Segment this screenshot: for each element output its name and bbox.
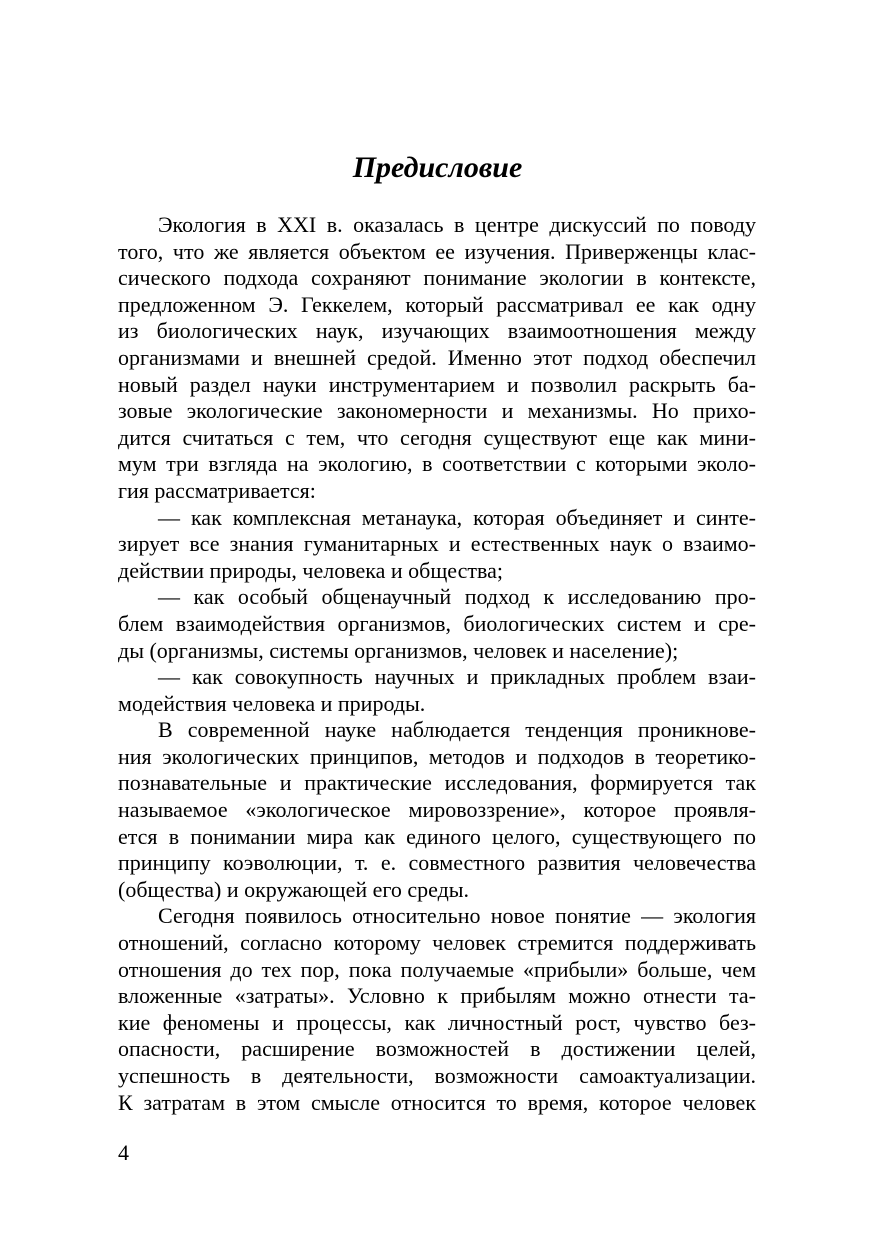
text-line: из биологических наук, изучающих взаимоотношения между <box>118 318 756 344</box>
text-line: вложенные «затраты». Условно к прибылям можно отнести та- <box>118 983 756 1009</box>
text-line: принципу коэволюции, т. е. совместного развития человечества <box>118 850 756 876</box>
page-number: 4 <box>118 1140 129 1165</box>
text-line: зирует все знания гуманитарных и естественных наук о взаимо- <box>118 531 756 557</box>
text-line: блем взаимодействия организмов, биологических систем и сре- <box>118 610 756 636</box>
text-line: дится считаться с тем, что сегодня существуют еще как мини- <box>118 424 756 450</box>
text-line: ния экологических принципов, методов и подходов в теоретико- <box>118 743 756 769</box>
list-item-line: — как комплексная метанаука, которая объединяет и синте- <box>158 504 756 530</box>
text-line: организмами и внешней средой. Именно этот подход обеспечил <box>118 344 756 370</box>
text-line: успешность в деятельности, возможности самоактуализации. <box>118 1063 756 1088</box>
text-line: Сегодня появилось относительно новое понятие — экология <box>158 903 756 929</box>
list-item-line: — как особый общенаучный подход к исследованию про- <box>158 584 756 610</box>
text-line: новый раздел науки инструментарием и позволил раскрыть ба- <box>118 371 756 397</box>
text-line: мум три взгляда на экологию, в соответствии с которыми эколо- <box>118 451 756 477</box>
text-line: Экология в XXI в. оказалась в центре дискуссий по поводу <box>158 212 756 237</box>
text-line: отношений, согласно которому человек стремится поддерживать <box>118 930 756 956</box>
text-line: кие феномены и процессы, как личностный рост, чувство без- <box>118 1009 756 1035</box>
text-line: ется в понимании мира как единого целого, существующего по <box>118 823 756 849</box>
text-line: В современной науке наблюдается тенденция проникнове- <box>158 717 756 743</box>
text-line: ды (организмы, системы организмов, человек и население); <box>118 637 679 663</box>
text-line: действии природы, человека и общества; <box>118 557 503 583</box>
body-text <box>118 212 756 1116</box>
text-line: сического подхода сохраняют понимание экологии в контексте, <box>118 265 756 291</box>
text-line: К затратам в этом смысле относится то время, которое человек <box>118 1089 756 1115</box>
text-line: опасности, расширение возможностей в достижении целей, <box>118 1036 756 1062</box>
page-title: Предисловие <box>352 151 523 184</box>
text-line: того, что же является объектом ее изучения. Приверженцы клас- <box>118 238 756 264</box>
text-line: гия рассматривается: <box>118 477 316 503</box>
text-line: (общества) и окружающей его среды. <box>118 876 470 902</box>
text-line: называемое «экологическое мировоззрение», которое проявля- <box>118 797 756 823</box>
text-line: модействия человека и природы. <box>118 690 426 716</box>
text-line: отношения до тех пор, пока получаемые «прибыли» больше, чем <box>118 956 756 982</box>
list-item-line: — как совокупность научных и прикладных проблем взаи- <box>158 664 756 690</box>
text-line: зовые экологические закономерности и механизмы. Но прихо- <box>118 398 756 424</box>
text-line: предложенном Э. Геккелем, который рассматривал ее как одну <box>118 291 756 317</box>
text-line: познавательные и практические исследования, формируется так <box>118 770 756 796</box>
